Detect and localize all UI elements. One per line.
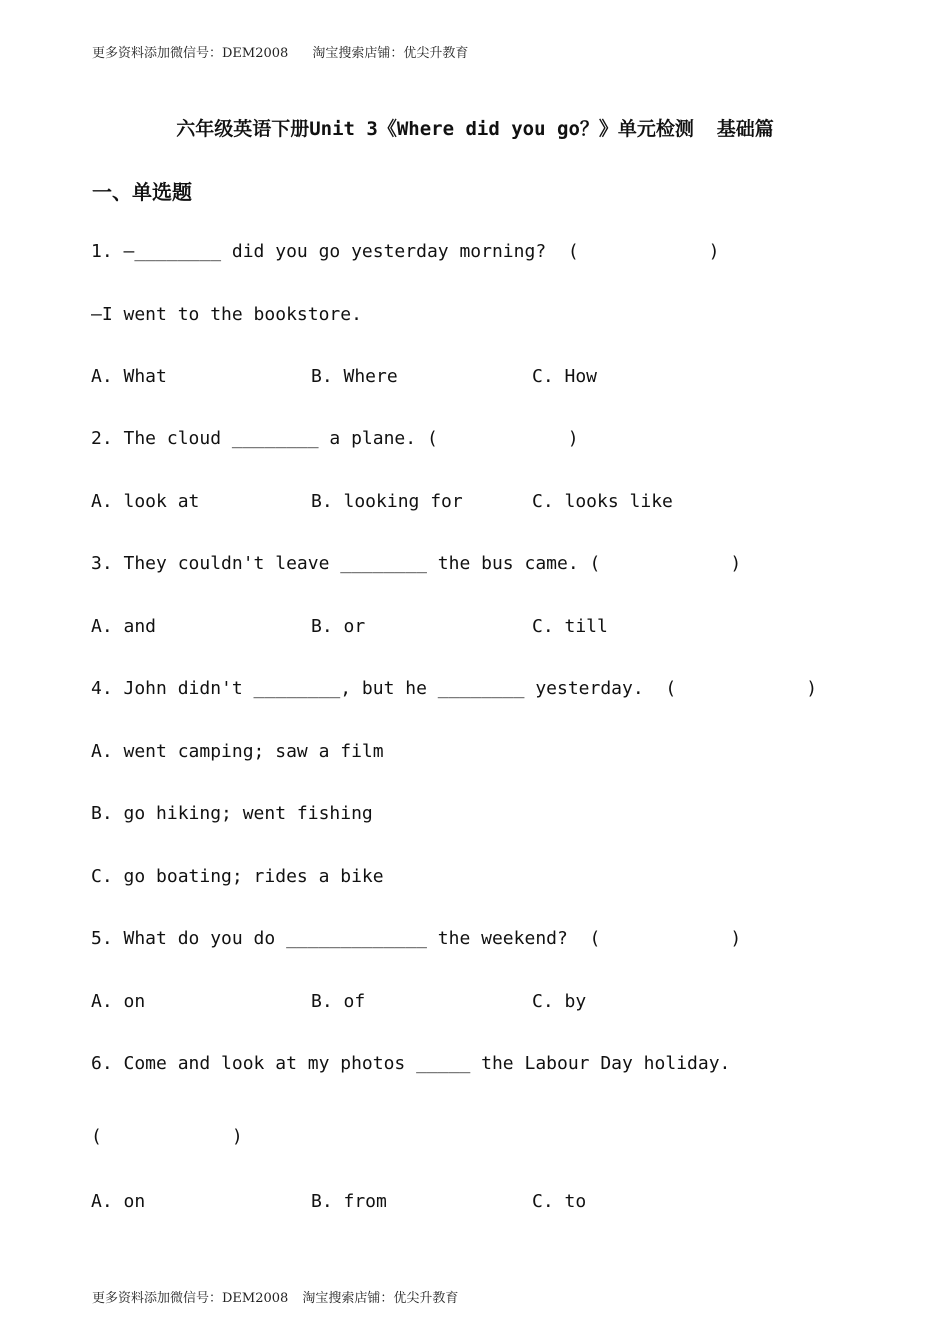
answer-paren-close: ) — [730, 553, 742, 574]
question-6-answer-paren: ( ) — [91, 1126, 243, 1147]
question-4-option-b: B. go hiking; went fishing — [91, 803, 373, 824]
header-wechat: 更多资料添加微信号：DEM2008 — [92, 46, 289, 61]
question-3-option-b: B. or — [311, 616, 366, 637]
question-6-stem: 6. Come and look at my photos _____ the Labour Day holiday. — [91, 1053, 731, 1074]
section-heading: 一、单选题 — [92, 180, 192, 204]
question-1-stem: 1. —________ did you go yesterday morning? ( ) — [91, 241, 720, 262]
question-4-option-a: A. went camping; saw a film — [91, 741, 384, 762]
page-header — [92, 42, 468, 61]
answer-paren-close: ) — [806, 678, 818, 699]
question-4-option-c: C. go boating; rides a bike — [91, 866, 384, 887]
question-3-option-a: A. and — [91, 616, 157, 637]
question-5-option-b: B. of — [311, 991, 366, 1012]
question-5-option-c: C. by — [532, 991, 587, 1012]
footer-wechat: 更多资料添加微信号：DEM2008 — [92, 1291, 289, 1306]
question-6-option-c: C. to — [532, 1191, 587, 1212]
question-4-stem: 4. John didn't ________, but he ________ yesterday. ( ) — [91, 678, 818, 699]
answer-paren-close: ) — [730, 928, 742, 949]
header-shop: 淘宝搜索店铺：优尖升教育 — [312, 46, 469, 61]
question-2-option-b: B. looking for — [311, 491, 463, 512]
page-footer — [92, 1287, 458, 1306]
question-6-option-a: A. on — [91, 1191, 146, 1212]
question-5-option-a: A. on — [91, 991, 146, 1012]
question-1-option-c: C. How — [532, 366, 598, 387]
answer-paren-close: ) — [708, 241, 720, 262]
question-5-stem: 5. What do you do _____________ the weekend? ( ) — [91, 928, 742, 949]
page-title: 六年级英语下册Unit 3《Where did you go？》单元检测 基础篇 — [176, 118, 774, 140]
footer-shop: 淘宝搜索店铺：优尖升教育 — [302, 1291, 459, 1306]
question-1-option-a: A. What — [91, 366, 167, 387]
question-2-stem: 2. The cloud ________ a plane. ( ) — [91, 428, 579, 449]
question-1-response: —I went to the bookstore. — [91, 304, 362, 325]
question-2-option-c: C. looks like — [532, 491, 673, 512]
question-3-option-c: C. till — [532, 616, 608, 637]
question-6-option-b: B. from — [311, 1191, 387, 1212]
answer-paren-close: ) — [567, 428, 579, 449]
question-1-option-b: B. Where — [311, 366, 398, 387]
question-2-option-a: A. look at — [91, 491, 200, 512]
question-3-stem: 3. They couldn't leave ________ the bus came. ( ) — [91, 553, 742, 574]
